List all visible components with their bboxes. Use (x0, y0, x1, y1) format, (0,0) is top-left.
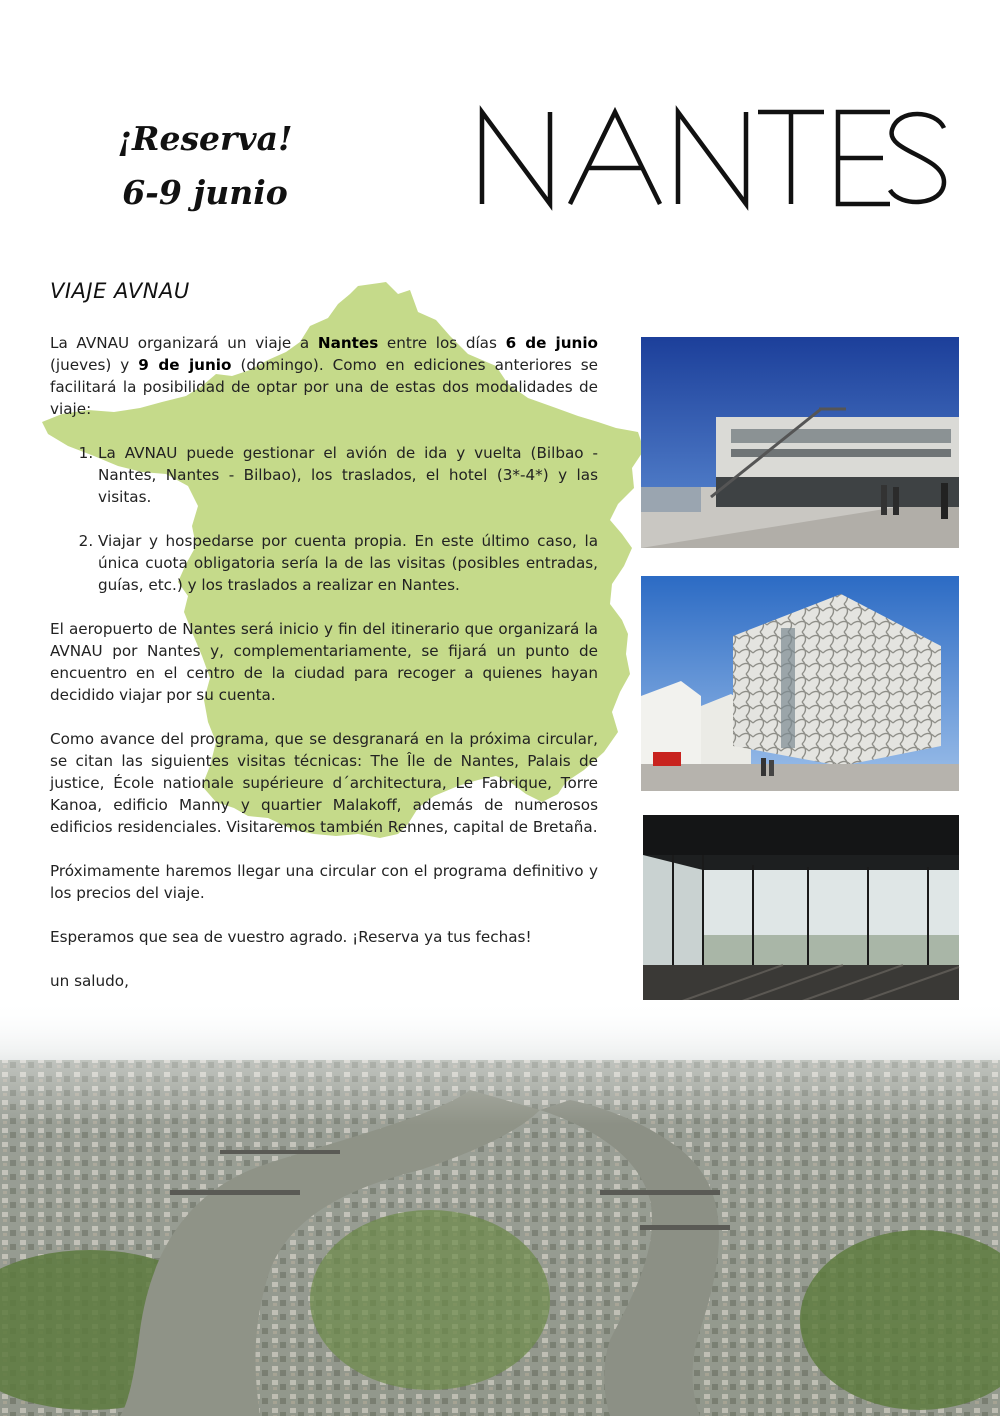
reserve-paragraph: Esperamos que sea de vuestro agrado. ¡Reserva ya tus fechas! (50, 928, 532, 946)
travel-options-list (50, 442, 598, 596)
section-title: VIAJE AVNAU (50, 279, 190, 303)
intro-paragraph: La AVNAU organizará un viaje a Nantes entre los días 6 de junio (jueves) y 9 de junio (domingo). Como en ediciones anteriores se facilitará la posibilidad de optar por una de estas dos modalidades de viaje: (50, 334, 598, 418)
nantes-logo (478, 93, 948, 208)
closing-text: un saludo, (50, 972, 129, 990)
svg-text:NANTES: NANTES (478, 93, 543, 112)
list-item: 2. Viajar y hospedarse por cuenta propia. En este último caso, la única cuota obligatoria sería la de las visitas (posibles entradas, guías, etc.) y los traslados a realizar en Nantes. (98, 530, 598, 596)
city-name: Nantes (317, 334, 379, 352)
nantes-aerial-photo (0, 1000, 1000, 1416)
list-item: 1. La AVNAU puede gestionar el avión de ida y vuelta (Bilbao - Nantes, Nantes - Bilbao), los traslados, el hotel (3*-4*) y las visitas. (98, 442, 598, 508)
start-date: 6 de junio (505, 334, 598, 352)
reserve-heading: ¡Reserva! (117, 119, 293, 158)
circular-paragraph: Próximamente haremos llegar una circular con el programa definitivo y los precios del viaje. (50, 862, 598, 902)
glass-hall-photo (643, 815, 959, 1015)
reserve-dates (95, 112, 315, 220)
end-date: 9 de junio (138, 356, 232, 374)
reserve-dates-text: 6-9 junio (122, 173, 288, 212)
airport-paragraph: El aeropuerto de Nantes será inicio y fin del itinerario que organizará la AVNAU por Nantes y, complementariamente, se fijará un punto de encuentro en el centro de la ciudad para recoger a quienes hayan decidido viajar por su cuenta. (50, 620, 598, 704)
lattice-building-photo (641, 576, 959, 791)
program-paragraph: Como avance del programa, que se desgranará en la próxima circular, se citan las siguientes visitas técnicas: The Île de Nantes, Palais de justice, École nationale supérieure d´architectura, Le Fabrique, Torre Kanoa, edificio Manny y quartier Malakoff, además de numerosos edificios residenciales. Visitaremos también Rennes, capital de Bretaña. (50, 730, 598, 836)
building-terrace-photo (641, 337, 959, 548)
letter-body (50, 332, 598, 1014)
